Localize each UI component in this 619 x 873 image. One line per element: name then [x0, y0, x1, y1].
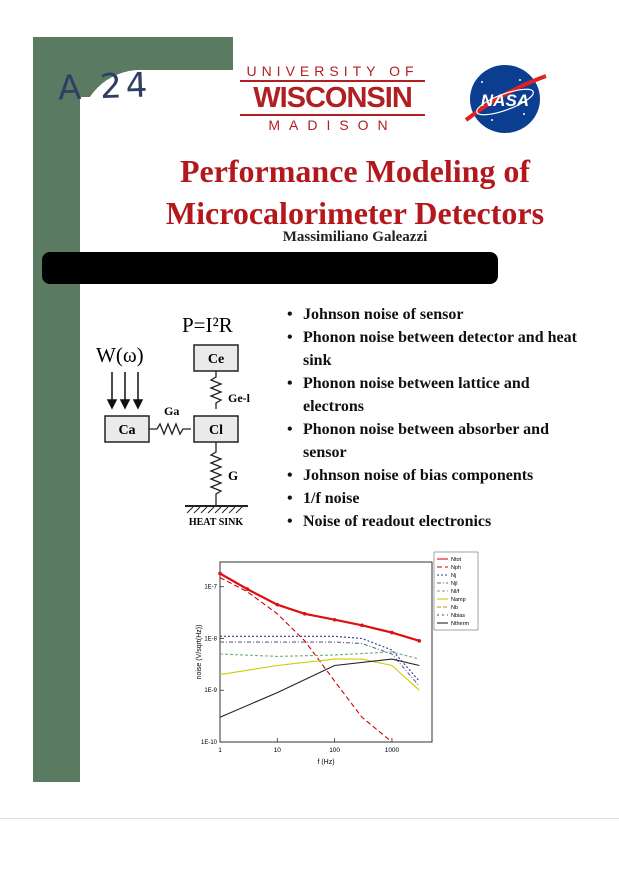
- list-item: • 1/f noise: [287, 487, 587, 510]
- box-cl-label: Cl: [209, 423, 223, 438]
- legend-label: Ntherm: [451, 621, 470, 627]
- legend-label: Nbias: [451, 613, 466, 619]
- data-point: [303, 612, 307, 616]
- power-equation: P=I²R: [182, 313, 233, 337]
- box-ca-label: Ca: [118, 423, 136, 438]
- input-power-label: W(ω): [96, 343, 144, 367]
- list-item: • Johnson noise of bias components: [287, 464, 587, 487]
- page-title: [95, 150, 615, 234]
- legend-label: Namp: [451, 597, 466, 603]
- conductance-g-label: G: [228, 468, 239, 483]
- noise-spectrum-chart: [192, 550, 482, 775]
- y-axis-label: noise (V/sqrt(Hz)): [196, 624, 203, 680]
- y-tick-label: 1E-8: [204, 636, 217, 643]
- x-axis-label: f (Hz): [317, 759, 335, 766]
- y-tick-label: 1E-10: [200, 740, 217, 746]
- heat-sink-label: HEAT SINK: [188, 517, 244, 528]
- university-line3: MADISON: [240, 114, 425, 133]
- x-tick-label: 1000: [384, 747, 400, 754]
- legend-label: Nb: [451, 605, 459, 611]
- legend-label: Nph: [451, 565, 462, 571]
- redaction-bar: [42, 252, 498, 284]
- thermal-model-diagram: [90, 310, 280, 535]
- handwritten-label: A 24: [57, 65, 153, 109]
- box-ce-label: Ce: [207, 352, 225, 367]
- data-point: [360, 623, 364, 627]
- data-point: [218, 572, 222, 576]
- sidebar-green: [33, 37, 80, 782]
- noise-source-list: [287, 303, 587, 533]
- list-item: • Phonon noise between lattice and electrons: [287, 372, 587, 418]
- y-tick-label: 1E-7: [204, 584, 217, 591]
- scan-edge-line: [0, 818, 619, 819]
- data-point: [333, 618, 337, 622]
- list-item: • Noise of readout electronics: [287, 510, 587, 533]
- legend-label: Nj: [451, 573, 457, 579]
- university-line1: UNIVERSITY OF: [240, 63, 425, 82]
- title-line2: Microcalorimeter Detectors: [165, 195, 545, 231]
- legend-label: Njl: [451, 581, 458, 587]
- x-tick-label: 10: [273, 747, 281, 754]
- data-point: [417, 639, 421, 643]
- list-item: • Phonon noise between absorber and sensor: [287, 418, 587, 464]
- legend-label: Nl/f: [451, 589, 460, 595]
- nasa-logo-icon: [462, 62, 548, 137]
- university-line2: WISCONSIN: [253, 82, 412, 114]
- x-tick-label: 100: [329, 747, 341, 754]
- conductance-gel-label: Ge-l: [228, 391, 250, 405]
- x-tick-label: 1: [218, 747, 222, 754]
- conductance-ga-label: Ga: [164, 404, 180, 418]
- university-logo: [240, 63, 425, 133]
- list-item: • Phonon noise between detector and heat sink: [287, 326, 587, 372]
- data-point: [276, 603, 280, 607]
- data-point: [246, 587, 250, 591]
- nasa-logo-text: NASA: [480, 91, 530, 110]
- legend-label: Ntot: [451, 557, 462, 563]
- author: Massimiliano Galeazzi: [282, 229, 428, 245]
- list-item: • Johnson noise of sensor: [287, 303, 587, 326]
- title-line1: Performance Modeling of: [179, 153, 531, 189]
- data-point: [390, 631, 394, 635]
- y-tick-label: 1E-9: [204, 688, 217, 695]
- plot-frame: [220, 562, 432, 742]
